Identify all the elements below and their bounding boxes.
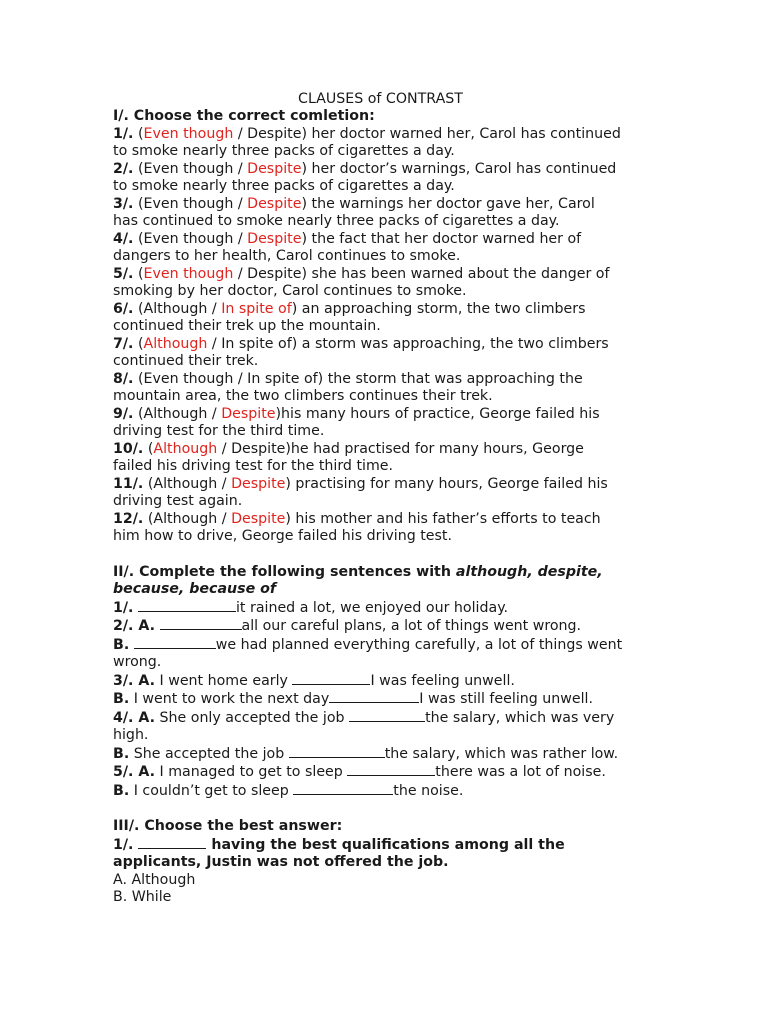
option-1[interactable]: Although: [143, 335, 208, 352]
question-number: 10/.: [113, 440, 144, 457]
s2-q4a-cont: high.: [113, 727, 149, 743]
paren-close: ): [285, 475, 291, 492]
s2-q2a-text: all our careful plans, a lot of things went wrong.: [241, 618, 582, 634]
option-2[interactable]: In spite of: [221, 335, 292, 352]
paren-open: (: [137, 125, 144, 142]
option-2[interactable]: Despite: [221, 405, 276, 422]
option-separator: /: [217, 510, 232, 527]
question-text-1: he had practised for many hours, George: [290, 440, 584, 457]
question-text-2: continued their trek up the mountain.: [113, 318, 381, 334]
s2-q2a: [113, 617, 648, 636]
option-1[interactable]: Even though: [143, 160, 234, 177]
paren-open: (: [147, 475, 154, 492]
answer-blank[interactable]: [138, 836, 206, 849]
s2-q4b-pre: She accepted the job: [129, 745, 289, 762]
option-1[interactable]: Although: [153, 510, 218, 527]
option-2[interactable]: Despite: [231, 475, 286, 492]
section-2-heading-words-1: although, despite,: [455, 563, 603, 580]
question-text-2: driving test again.: [113, 493, 243, 509]
question-text-2: smoking by her doctor, Carol continues to smoke.: [113, 283, 467, 299]
question-number: 3/.: [113, 195, 134, 212]
paren-close: ): [291, 335, 298, 352]
question-item: [113, 266, 648, 284]
option-1[interactable]: Even though: [143, 370, 234, 387]
s2-q3b-pre: I went to work the next day: [129, 691, 330, 707]
s3-option-b[interactable]: B. While: [113, 889, 172, 905]
paren-close: ): [301, 160, 307, 177]
paren-open: (: [147, 510, 154, 527]
question-number: 12/.: [113, 510, 144, 527]
question-item: [113, 441, 648, 459]
s2-q1: [113, 599, 648, 618]
answer-blank[interactable]: [293, 782, 393, 795]
s2-q5a-num: 5/. A.: [113, 764, 156, 780]
s3-q1-text-2: applicants, Justin was not offered the job.: [113, 854, 449, 870]
option-2[interactable]: Despite: [231, 510, 286, 527]
paren-close: ): [285, 440, 291, 457]
answer-blank[interactable]: [134, 636, 216, 649]
paren-close: ): [301, 195, 307, 212]
answer-blank[interactable]: [349, 709, 425, 722]
s2-q3b-num: B.: [113, 691, 130, 707]
paren-open: (: [137, 300, 144, 317]
question-text-1: an approaching storm, the two climbers: [297, 300, 586, 317]
question-number: 11/.: [113, 475, 144, 492]
s3-q1-text-1: having the best qualifications among all the: [206, 836, 565, 853]
s3-q1-num: 1/.: [113, 836, 134, 853]
paren-close: ): [301, 125, 307, 142]
question-text-1: practising for many hours, George failed his: [290, 475, 608, 492]
s2-q3a-post: I was feeling unwell.: [370, 672, 515, 689]
paren-open: (: [137, 160, 144, 177]
s2-q5b: [113, 782, 648, 801]
option-1[interactable]: Even though: [143, 195, 234, 212]
question-number: 1/.: [113, 125, 134, 142]
question-item: [113, 476, 648, 494]
s3-q1: [113, 836, 648, 855]
question-item: [113, 511, 648, 529]
answer-blank[interactable]: [160, 617, 242, 630]
question-text-2: him how to drive, George failed his driving test.: [113, 528, 452, 544]
s2-q5a: [113, 763, 648, 782]
option-separator: /: [207, 405, 222, 422]
option-1[interactable]: Although: [143, 300, 208, 317]
s2-q4b: [113, 745, 648, 764]
s2-q4a: [113, 709, 648, 728]
question-item: [113, 406, 648, 424]
question-item: [113, 371, 648, 389]
question-text-1: the storm that was approaching the: [323, 370, 583, 387]
s2-q3b: [113, 690, 648, 709]
answer-blank[interactable]: [347, 763, 435, 776]
paren-open: (: [147, 440, 154, 457]
s2-q4b-post: the salary, which was rather low.: [384, 745, 619, 762]
paren-open: (: [137, 230, 144, 247]
paren-open: (: [137, 195, 144, 212]
option-2[interactable]: In spite of: [247, 370, 318, 387]
question-text-2: failed his driving test for the third time.: [113, 458, 394, 474]
question-number: 9/.: [113, 405, 134, 422]
paren-close: ): [285, 510, 291, 527]
option-separator: /: [217, 475, 232, 492]
s2-q5b-pre: I couldn’t get to sleep: [129, 782, 294, 799]
question-text-1: the fact that her doctor warned her of: [307, 230, 582, 247]
question-text-1: a storm was approaching, the two climbers: [297, 335, 609, 352]
option-separator: /: [207, 335, 222, 352]
question-text-2: has continued to smoke nearly three packs of cigarettes a day.: [113, 213, 560, 229]
paren-close: ): [301, 265, 307, 282]
option-separator: /: [233, 230, 248, 247]
question-text-1: her doctor’s warnings, Carol has continued: [307, 160, 617, 177]
section-2-heading-prefix: II/. Complete the following sentences with: [113, 563, 456, 580]
paren-close: ): [301, 230, 307, 247]
option-2[interactable]: Despite: [247, 125, 302, 142]
question-item: [113, 301, 648, 319]
s2-q5b-num: B.: [113, 782, 130, 799]
question-text-1: his many hours of practice, George failed his: [281, 405, 600, 422]
option-separator: /: [233, 370, 248, 387]
question-text-2: dangers to her health, Carol continues to smoke.: [113, 248, 461, 264]
option-1[interactable]: Even though: [143, 125, 234, 142]
question-text-2: to smoke nearly three packs of cigarettes a day.: [113, 178, 455, 194]
question-text-2: driving test for the third time.: [113, 423, 325, 439]
section-1-items: [113, 126, 648, 546]
paren-close: ): [291, 300, 298, 317]
paren-close: ): [275, 405, 282, 422]
question-item: [113, 336, 648, 354]
s2-q2a-num: 2/. A.: [113, 618, 156, 634]
question-text-2: to smoke nearly three packs of cigarettes a day.: [113, 143, 455, 159]
s2-q3a-num: 3/. A.: [113, 672, 156, 689]
question-number: 2/.: [113, 160, 134, 177]
page-title: CLAUSES of CONTRAST: [298, 91, 463, 107]
question-text-1: the warnings her doctor gave her, Carol: [307, 195, 595, 212]
option-2[interactable]: Despite: [247, 195, 302, 212]
s2-q2b-num: B.: [113, 636, 130, 653]
s2-q3a: [113, 672, 648, 691]
s2-q5a-post: there was a lot of noise.: [435, 764, 606, 780]
worksheet-page: [113, 90, 648, 907]
question-number: 5/.: [113, 265, 134, 282]
question-item: [113, 126, 648, 144]
question-number: 8/.: [113, 370, 134, 387]
section-2-heading: [113, 564, 648, 582]
option-separator: /: [233, 195, 248, 212]
option-1[interactable]: Even though: [143, 230, 234, 247]
option-separator: /: [233, 160, 248, 177]
paren-open: (: [137, 370, 144, 387]
paren-open: (: [137, 265, 144, 282]
answer-blank[interactable]: [289, 745, 385, 758]
section-2-heading-words-2: because, because of: [113, 581, 277, 597]
answer-blank[interactable]: [329, 690, 419, 703]
option-2[interactable]: Despite: [247, 160, 302, 177]
s3-option-a[interactable]: A. Although: [113, 871, 196, 888]
section-3-heading: III/. Choose the best answer:: [113, 818, 343, 834]
option-2[interactable]: Despite: [231, 440, 286, 457]
s2-q3a-pre: I went home early: [155, 672, 293, 689]
s2-q4a-post: the salary, which was very: [425, 709, 615, 726]
s2-q2b-text-1: we had planned everything carefully, a lot of things went: [215, 636, 623, 653]
option-2[interactable]: Despite: [247, 230, 302, 247]
question-text-1: his mother and his father’s efforts to teach: [290, 510, 601, 527]
option-1[interactable]: Although: [153, 440, 218, 457]
s2-q5b-post: the noise.: [393, 782, 464, 799]
option-separator: /: [233, 265, 248, 282]
s2-q1-num: 1/.: [113, 599, 134, 616]
question-text-2: mountain area, the two climbers continues their trek.: [113, 388, 493, 404]
s2-q5a-pre: I managed to get to sleep: [155, 764, 348, 780]
answer-blank[interactable]: [292, 672, 370, 685]
option-2[interactable]: In spite of: [221, 300, 292, 317]
s2-q1-text: it rained a lot, we enjoyed our holiday.: [235, 599, 509, 616]
s2-q4a-pre: She only accepted the job: [155, 709, 350, 726]
s2-q2b: [113, 636, 648, 655]
question-text-2: continued their trek.: [113, 353, 259, 369]
paren-open: (: [137, 405, 144, 422]
option-1[interactable]: Although: [153, 475, 218, 492]
s2-q2b-text-2: wrong.: [113, 654, 162, 670]
question-number: 7/.: [113, 335, 134, 352]
s2-q4a-num: 4/. A.: [113, 709, 156, 726]
option-separator: /: [233, 125, 248, 142]
question-number: 4/.: [113, 230, 134, 247]
paren-close: ): [317, 370, 324, 387]
question-text-1: she has been warned about the danger of: [307, 265, 610, 282]
question-text-1: her doctor warned her, Carol has continued: [307, 125, 621, 142]
s2-q4b-num: B.: [113, 745, 130, 762]
question-item: [113, 231, 648, 249]
option-separator: /: [217, 440, 232, 457]
option-separator: /: [207, 300, 222, 317]
option-1[interactable]: Even though: [143, 265, 234, 282]
option-2[interactable]: Despite: [247, 265, 302, 282]
question-item: [113, 196, 648, 214]
s2-q3b-post: I was still feeling unwell.: [419, 691, 593, 707]
question-number: 6/.: [113, 300, 134, 317]
section-1-heading: I/. Choose the correct comletion:: [113, 108, 375, 124]
option-1[interactable]: Although: [143, 405, 208, 422]
paren-open: (: [137, 335, 144, 352]
question-item: [113, 161, 648, 179]
answer-blank[interactable]: [138, 599, 236, 612]
